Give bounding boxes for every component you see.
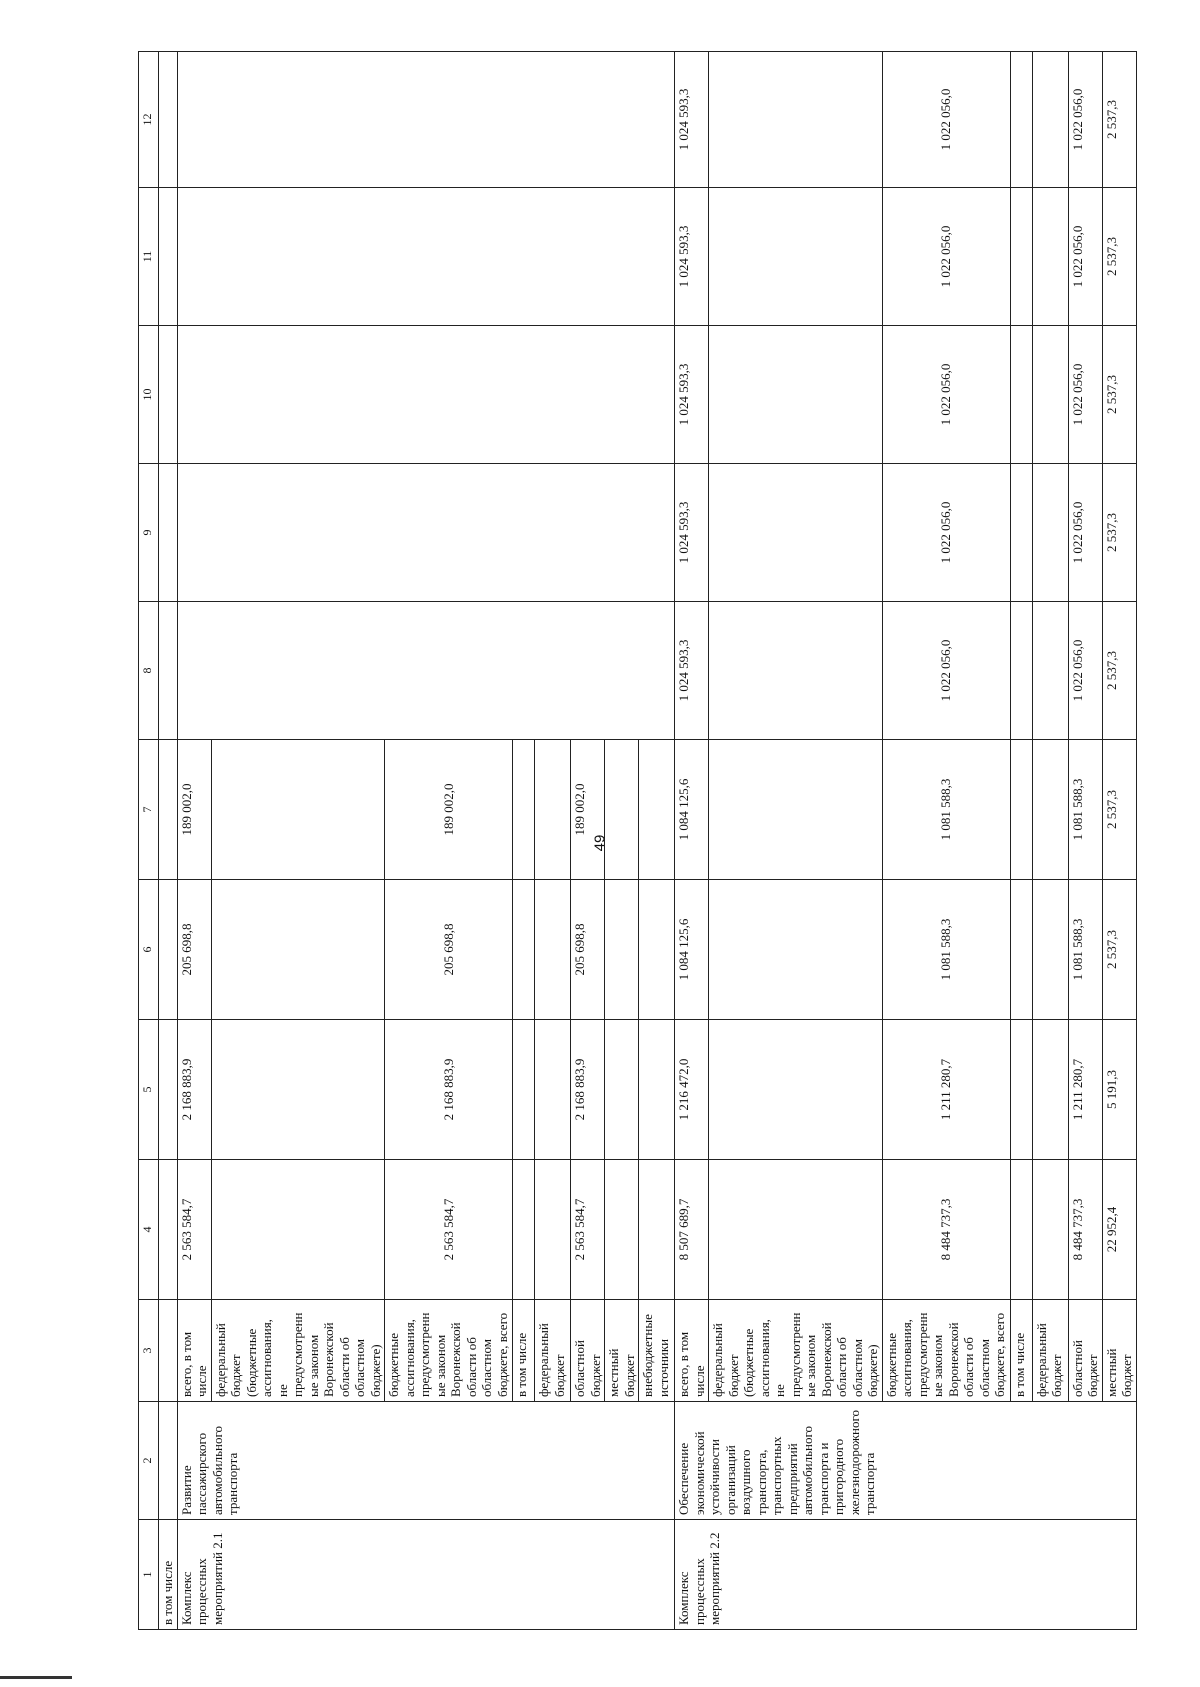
header-cell: 8 (139, 602, 159, 740)
row-label: внебюджетные источники (639, 1300, 675, 1402)
block-description: Обеспечение экономической устойчивости организаций воздушного транспорта, транспортных предприятий автомобильного транспорта и пригородного железнодорожного транспорта (675, 1402, 1137, 1520)
budget-table (138, 51, 1137, 1630)
header-cell: 11 (139, 188, 159, 326)
value-cell: 205 698,8 (177, 880, 211, 1020)
table-row (675, 52, 709, 1630)
row-label: всего, в том числе (675, 1300, 709, 1402)
value-cell: 2 563 584,7 (385, 1160, 513, 1300)
value-cell: 189 002,0 (177, 740, 211, 880)
row-label: бюджетные ассигнования, предусмотренные законом Воронежской области об областном бюджете, всего (385, 1300, 513, 1402)
empty-value-cell (177, 602, 675, 740)
value-cell: 5 191,3 (1102, 1020, 1136, 1160)
value-cell: 1 024 593,3 (675, 464, 709, 602)
value-cell: 2 537,3 (1102, 326, 1136, 464)
row-label: областной бюджет (571, 1300, 605, 1402)
block-description: Развитие пассажирского автомобильного транспорта (177, 1402, 675, 1520)
value-cell: 1 024 593,3 (675, 326, 709, 464)
empty-value-cell (177, 464, 675, 602)
value-cell: 1 081 588,3 (1068, 880, 1102, 1020)
value-cell: 1 022 056,0 (882, 52, 1010, 188)
header-cell: 1 (139, 1520, 159, 1630)
value-cell: 1 211 280,7 (1068, 1020, 1102, 1160)
value-cell: 22 952,4 (1102, 1160, 1136, 1300)
table-row (882, 52, 1010, 1630)
rotated-table-container (138, 52, 1134, 1630)
value-cell: 1 022 056,0 (1068, 326, 1102, 464)
row-label: всего, в том числе (177, 1300, 211, 1402)
table-row (1068, 52, 1102, 1630)
header-cell: 7 (139, 740, 159, 880)
empty-value-cell (177, 52, 675, 188)
value-cell: 205 698,8 (385, 880, 513, 1020)
block-name: Комплекс процессных мероприятий 2.2 (675, 1520, 1137, 1630)
value-cell: 2 537,3 (1102, 880, 1136, 1020)
value-cell: 2 537,3 (1102, 188, 1136, 326)
value-cell: 1 022 056,0 (1068, 602, 1102, 740)
row-label: в том числе (1010, 1300, 1032, 1402)
value-cell: 1 024 593,3 (675, 188, 709, 326)
row-label: местный бюджет (605, 1300, 639, 1402)
value-cell: 1 022 056,0 (1068, 52, 1102, 188)
value-cell: 1 081 588,3 (882, 740, 1010, 880)
table-row (1010, 52, 1032, 1630)
value-cell: 2 168 883,9 (177, 1020, 211, 1160)
row-label: федеральный бюджет (535, 1300, 571, 1402)
block-name: Комплекс процессных мероприятий 2.1 (177, 1520, 675, 1630)
value-cell: 2 537,3 (1102, 602, 1136, 740)
value-cell: 1 022 056,0 (882, 602, 1010, 740)
value-cell: 1 084 125,6 (675, 880, 709, 1020)
page-number: 49 (591, 834, 609, 852)
value-cell: 1 084 125,6 (675, 740, 709, 880)
header-cell: 6 (139, 880, 159, 1020)
value-cell: 2 537,3 (1102, 740, 1136, 880)
value-cell: 8 507 689,7 (675, 1160, 709, 1300)
row-label: федеральный бюджет (бюджетные ассигнования, не предусмотренные законом Воронежской области об областном бюджете) (211, 1300, 385, 1402)
row-label: областной бюджет (1068, 1300, 1102, 1402)
row-label: федеральный бюджет (бюджетные ассигнования, не предусмотренные законом Воронежской области об областном бюджете) (709, 1300, 883, 1402)
header-cell: 12 (139, 52, 159, 188)
empty-value-cell (177, 188, 675, 326)
value-cell: 2 168 883,9 (571, 1020, 605, 1160)
value-cell: 8 484 737,3 (1068, 1160, 1102, 1300)
header-cell: 3 (139, 1300, 159, 1402)
table-row (709, 52, 883, 1630)
header-cell: 5 (139, 1020, 159, 1160)
value-cell: 2 537,3 (1102, 52, 1136, 188)
row-label: в том числе (513, 1300, 535, 1402)
value-cell: 1 024 593,3 (675, 52, 709, 188)
value-cell: 1 081 588,3 (1068, 740, 1102, 880)
value-cell: 1 024 593,3 (675, 602, 709, 740)
value-cell: 205 698,8 (571, 880, 605, 1020)
value-cell: 1 022 056,0 (1068, 188, 1102, 326)
value-cell: 8 484 737,3 (882, 1160, 1010, 1300)
value-cell: 1 216 472,0 (675, 1020, 709, 1160)
row-label: бюджетные ассигнования, предусмотренные законом Воронежской области об областном бюджете, всего (882, 1300, 1010, 1402)
header-cell: 4 (139, 1160, 159, 1300)
header-row (139, 52, 159, 1630)
value-cell: 1 022 056,0 (882, 326, 1010, 464)
header-cell: 10 (139, 326, 159, 464)
intro-label: в том числе (159, 1520, 178, 1630)
scan-edge-mark (0, 1676, 72, 1679)
header-cell: 2 (139, 1402, 159, 1520)
table-row (1032, 52, 1068, 1630)
table-row (1102, 52, 1136, 1630)
header-cell: 9 (139, 464, 159, 602)
row-label: федеральный бюджет (1032, 1300, 1068, 1402)
empty-value-cell (177, 326, 675, 464)
value-cell: 1 211 280,7 (882, 1020, 1010, 1160)
value-cell: 2 537,3 (1102, 464, 1136, 602)
table-row (177, 52, 211, 1630)
value-cell: 2 168 883,9 (385, 1020, 513, 1160)
value-cell: 2 563 584,7 (571, 1160, 605, 1300)
value-cell: 189 002,0 (571, 740, 605, 880)
value-cell: 2 563 584,7 (177, 1160, 211, 1300)
value-cell: 1 022 056,0 (882, 188, 1010, 326)
value-cell: 1 022 056,0 (882, 464, 1010, 602)
intro-row (159, 52, 178, 1630)
value-cell: 1 022 056,0 (1068, 464, 1102, 602)
value-cell: 189 002,0 (385, 740, 513, 880)
row-label: местный бюджет (1102, 1300, 1136, 1402)
value-cell: 1 081 588,3 (882, 880, 1010, 1020)
